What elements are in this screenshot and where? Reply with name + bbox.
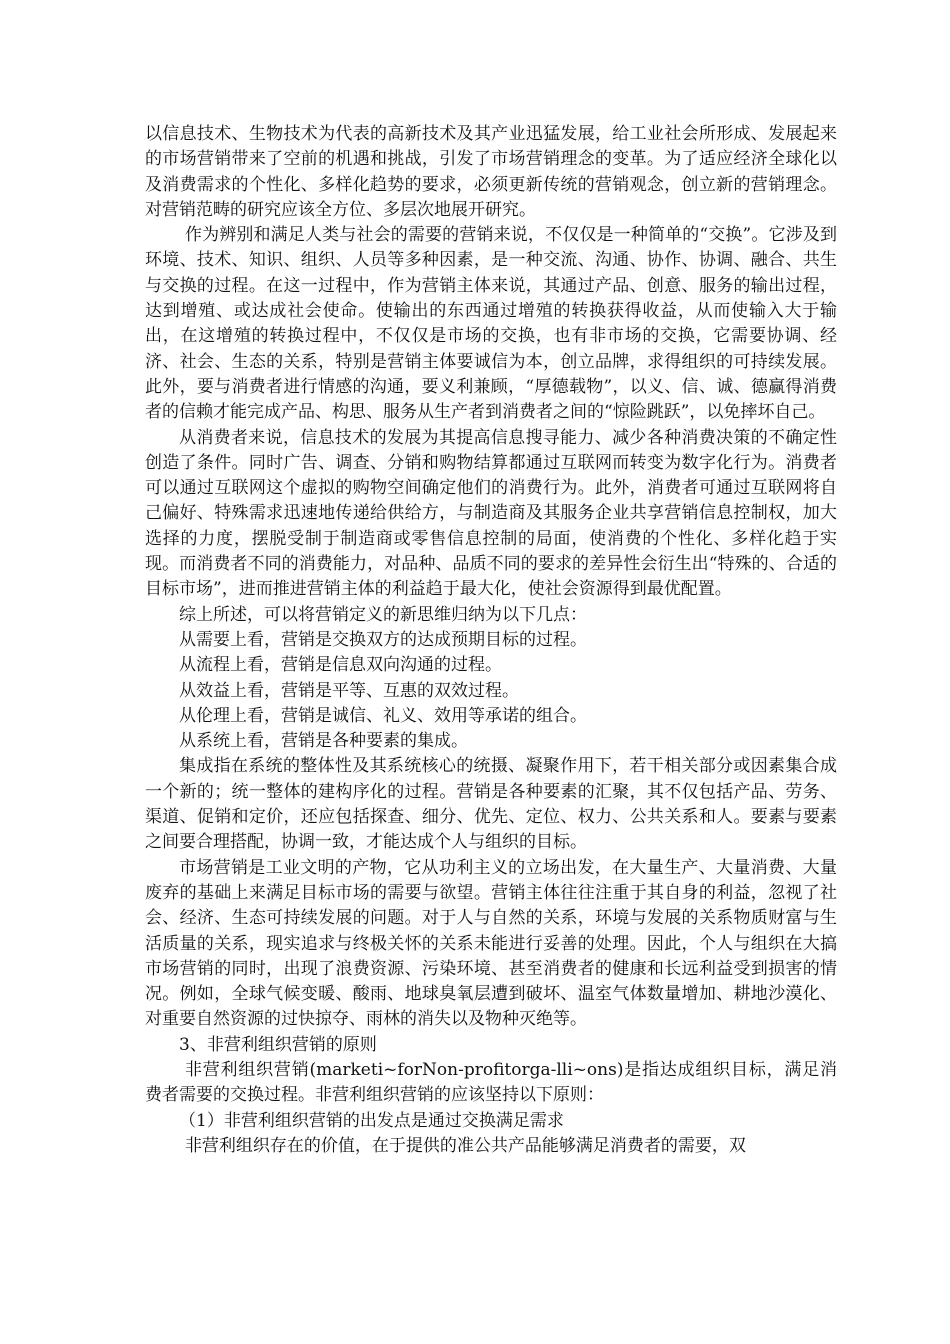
paragraph-industrial: 市场营销是工业文明的产物，它从功利主义的立场出发，在大量生产、大量消费、大量废弃的基础上来满足目标市场的需要与欲望。营销主体往往注重于其自身的利益，忽视了社会、经济、生态可持续发展的问题。对于人与自然的关系，环境与发展的关系物质财富与生活质量的关系，现实追求与终极关怀的关系未能进行妥善的处理。因此，个人与组织在大搞市场营销的同时，出现了浪费资源、污染环境、甚至消费者的健康和长远利益受到损害的情况。例如，全球气候变暖、酸雨、地球臭氧层遭到破坏、温室气体数量增加、耕地沙漠化、对重要自然资源的过快掠夺、雨林的消失以及物种灭绝等。: [145, 857, 837, 1030]
paragraph-exchange: 作为辨别和满足人类与社会的需要的营销来说，不仅仅是一种简单的“交换”。它涉及到环境、技术、知识、组织、人员等多种因素，是一种交流、沟通、协作、协调、融合、共生与交换的过程。在这一过程中，作为营销主体来说，其通过产品、创意、服务的输出过程，达到增殖、或达成社会使命。使输出的东西通过增殖的转换获得收益，从而使输入大于输出，在这增殖的转换过程中，不仅仅是市场的交换，也有非市场的交换，它需要协调、经济、社会、生态的关系，特别是营销主体要诚信为本，创立品牌，求得组织的可持续发展。此外，要与消费者进行情感的沟通，要义利兼顾，“厚德载物”，以义、信、诚、德赢得消费者的信赖才能完成产品、构思、服务从生产者到消费者之间的“惊险跳跃”，以免摔坏自己。: [145, 225, 837, 423]
list-item-process: 从流程上看，营销是信息双向沟通的过程。: [179, 655, 502, 676]
subheading-principle-1: （1）非营利组织营销的出发点是通过交换满足需求: [179, 1110, 564, 1131]
paragraph-consumer: 从消费者来说，信息技术的发展为其提高信息搜寻能力、减少各种消费决策的不确定性创造了条件。同时广告、调查、分销和购物结算都通过互联网而转变为数字化行为。消费者可以通过互联网这个虚拟的购物空间确定他们的消费行为。此外，消费者可通过互联网将自己偏好、特殊需求迅速地传递给供给方，与制造商及其服务企业共享营销信息控制权，加大选择的力度，摆脱受制于制造商或零售信息控制的局面，使消费的个性化、多样化趋于实现。而消费者不同的消费能力，对品种、品质不同的要求的差异性会衍生出“特殊的、合适的目标市场”，进而推进营销主体的利益趋于最大化，使社会资源得到最优配置。: [145, 427, 837, 600]
paragraph-integration: 集成指在系统的整体性及其系统核心的统摄、凝聚作用下，若干相关部分或因素集合成一个新的；统一整体的建构序化的过程。营销是各种要素的汇聚，其不仅包括产品、劳务、渠道、促销和定价，还应包括探查、细分、优先、定位、权力、公共关系和人。要素与要素之间要合理搭配，协调一致，才能达成个人与组织的目标。: [145, 756, 837, 853]
list-item-benefit: 从效益上看，营销是平等、互惠的双效过程。: [179, 680, 519, 701]
paragraph-nonprofit-definition: 非营利组织营销(marketi~forNon-profitorga-lli~ons)是指达成组织目标，满足消费者需要的交换过程。非营利组织营销的应该坚持以下原则：: [145, 1059, 837, 1106]
paragraph-summary-intro: 综上所述，可以将营销定义的新思维归纳为以下几点：: [179, 604, 587, 625]
list-item-system: 从系统上看，营销是各种要素的集成。: [179, 731, 468, 752]
section-heading-nonprofit: 3、非营利组织营销的原则: [179, 1034, 377, 1055]
list-item-ethics: 从伦理上看，营销是诚信、礼义、效用等承诺的组合。: [179, 705, 587, 726]
document-body: [145, 122, 837, 1159]
paragraph-intro: 以信息技术、生物技术为代表的高新技术及其产业迅猛发展，给工业社会所形成、发展起来的市场营销带来了空前的机遇和挑战，引发了市场营销理念的变革。为了适应经济全球化以及消费需求的个性化、多样化趋势的要求，必须更新传统的营销观念，创立新的营销理念。对营销范畴的研究应该全方位、多层次地展开研究。: [145, 124, 837, 220]
paragraph-nonprofit-value: 非营利组织存在的价值，在于提供的准公共产品能够满足消费者的需要，双: [184, 1135, 746, 1156]
list-item-need: 从需要上看，营销是交换双方的达成预期目标的过程。: [179, 629, 587, 650]
